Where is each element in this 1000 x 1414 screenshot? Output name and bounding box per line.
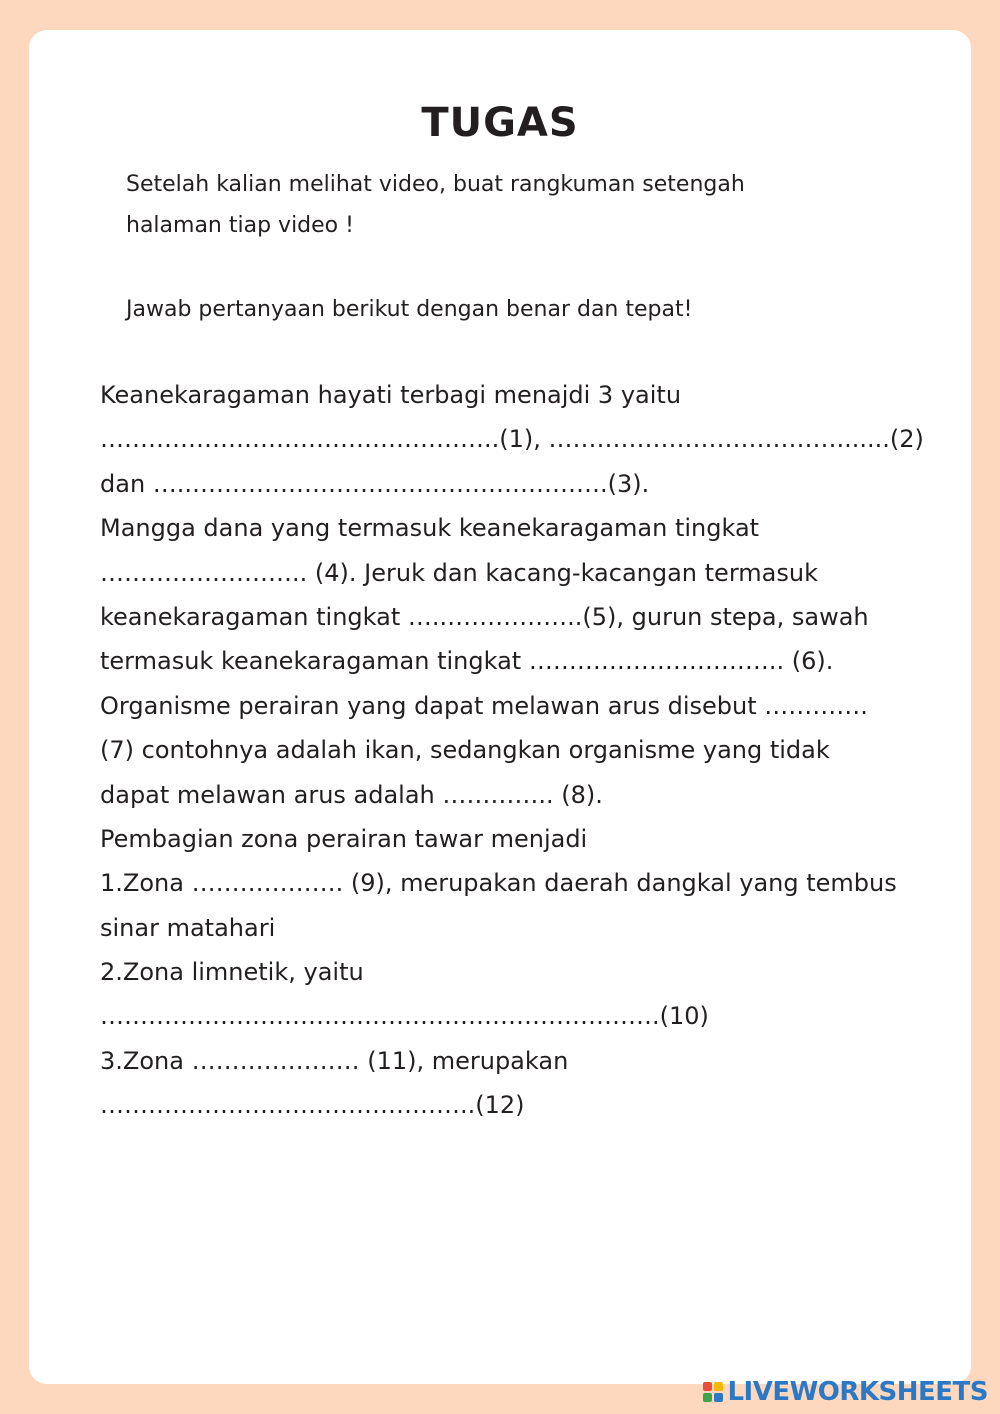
question-line: Mangga dana yang termasuk keanekaragaman tingkat	[100, 514, 760, 543]
question-line: termasuk keanekaragaman tingkat ………………………….. (6).	[100, 647, 834, 676]
liveworksheets-footer[interactable]	[703, 1378, 988, 1406]
question-line: ………………………………………..(12)	[100, 1091, 525, 1120]
question-line: 1.Zona ………………. (9), merupakan daerah dangkal yang tembus	[100, 869, 897, 898]
instruction-line-1: Setelah kalian melihat video, buat rangkuman setengah	[126, 172, 745, 197]
question-line: …………………………………………..(1), ……………………………….......(2)	[100, 425, 924, 454]
liveworksheets-brand: LIVEWORKSHEETS	[727, 1377, 988, 1407]
question-line: Organisme perairan yang dapat melawan arus disebut ………….	[100, 691, 868, 720]
question-line: keanekaragaman tingkat …..……………..(5), gurun stepa, sawah	[100, 602, 869, 631]
question-line: 3.Zona ………………… (11), merupakan	[100, 1046, 569, 1075]
worksheet-page	[29, 30, 971, 1384]
worksheet-title: TUGAS	[421, 100, 579, 146]
question-body	[100, 373, 940, 1128]
instruction-line-2: halaman tiap video !	[126, 213, 354, 238]
liveworksheets-logo-icon	[703, 1382, 723, 1402]
instruction-summary	[126, 164, 846, 246]
question-line: …………………….. (4). Jeruk dan kacang-kacangan termasuk	[100, 558, 818, 587]
question-line: Pembagian zona perairan tawar menjadi	[100, 824, 588, 853]
instruction-answer: Jawab pertanyaan berikut dengan benar dan tepat!	[126, 297, 693, 322]
question-line: …………………………………………………………….(10)	[100, 1002, 709, 1031]
question-line: dan …..…………………………………………….(3).	[100, 469, 650, 498]
question-line: Keanekaragaman hayati terbagi menajdi 3 yaitu	[100, 381, 682, 409]
question-line: dapat melawan arus adalah ………….. (8).	[100, 780, 603, 809]
question-line: 2.Zona limnetik, yaitu	[100, 958, 364, 987]
question-line: sinar matahari	[100, 913, 276, 942]
question-line: (7) contohnya adalah ikan, sedangkan organisme yang tidak	[100, 736, 830, 765]
